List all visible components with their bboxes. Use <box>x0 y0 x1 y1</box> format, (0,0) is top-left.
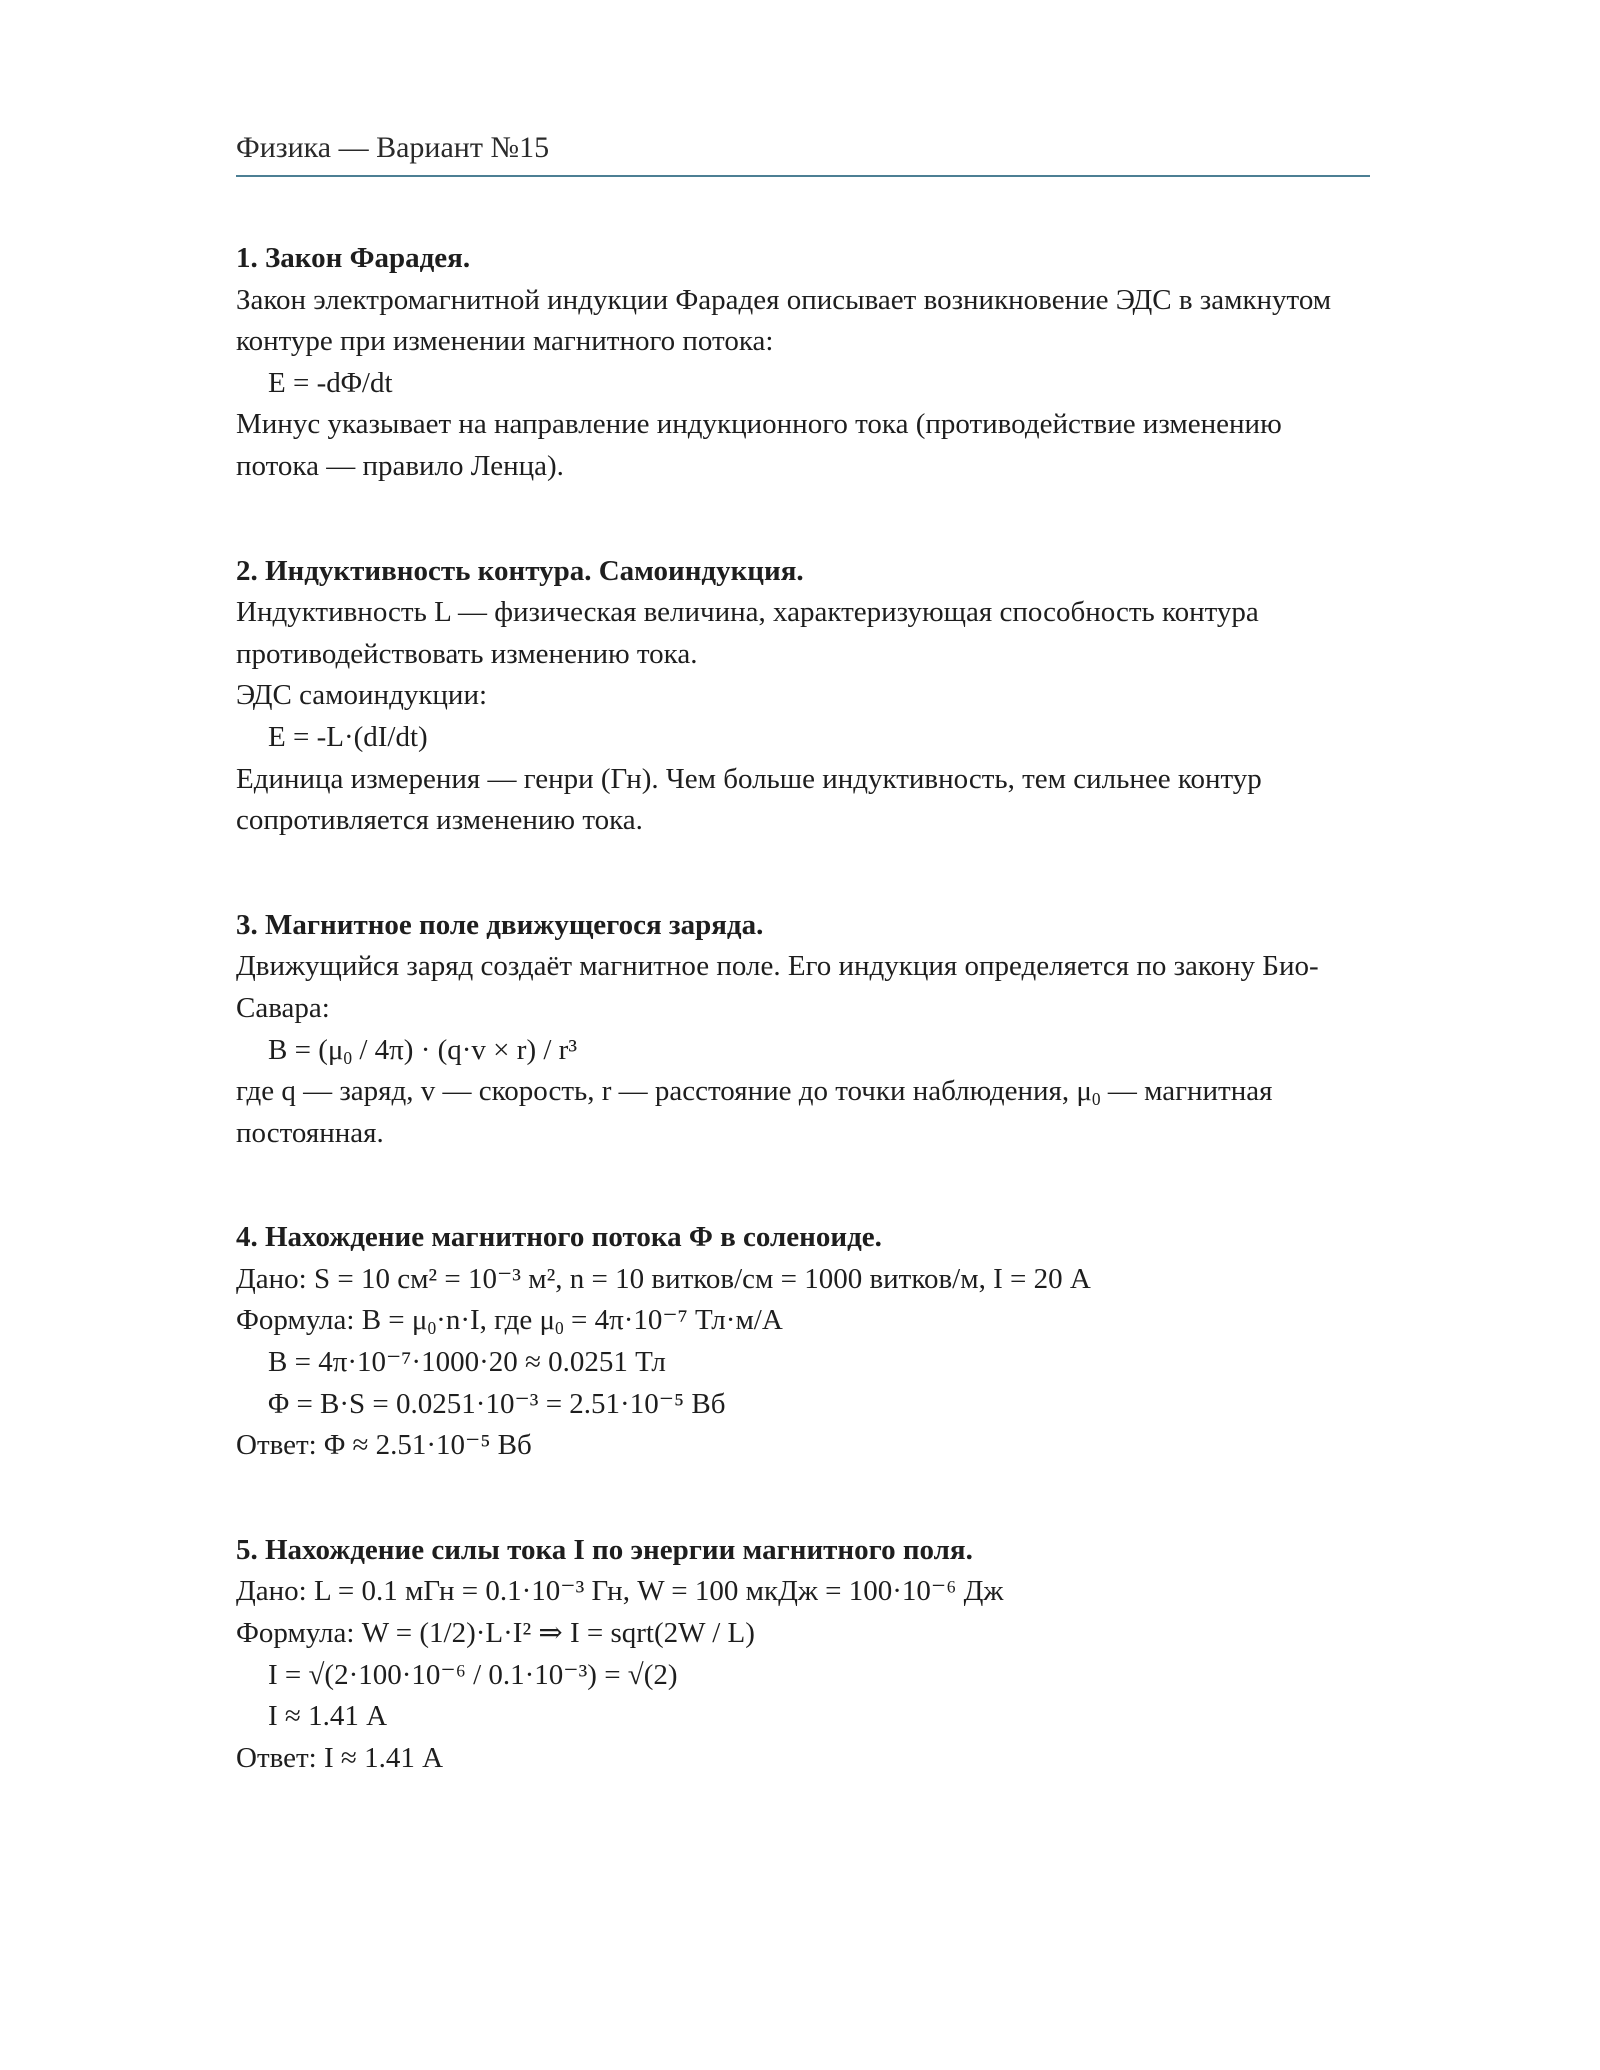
formula <box>236 1030 1370 1072</box>
formula-part: / 4π) · (q·v × r) / r³ <box>352 1033 578 1066</box>
paragraph: Движущийся заряд создаёт магнитное поле. Его индукция определяется по закону Био-Савара: <box>236 950 1319 1024</box>
given-line: Дано: S = 10 см² = 10⁻³ м², n = 10 витков/см = 1000 витков/м, I = 20 А <box>236 1262 1091 1295</box>
header-divider <box>236 175 1370 177</box>
paragraph: Закон электромагнитной индукции Фарадея описывает возникновение ЭДС в замкнутом контуре при изменении магнитного потока: <box>236 283 1332 358</box>
section-title: 1. Закон Фарадея. <box>236 242 471 274</box>
subscript: 0 <box>555 1318 564 1339</box>
formula: E = -dΦ/dt <box>268 366 393 399</box>
text-part: — магнитная постоянная. <box>236 1075 1273 1149</box>
calculation: I = √(2·100·10⁻⁶ / 0.1·10⁻³) = √(2) <box>268 1658 678 1691</box>
subscript: 0 <box>343 1047 353 1068</box>
answer-line: Ответ: I ≈ 1.41 А <box>236 1741 444 1774</box>
calculation: I ≈ 1.41 А <box>268 1700 388 1733</box>
paragraph: Единица измерения — генри (Гн). Чем больше индуктивность, тем сильнее контур сопротивляется изменению тока. <box>236 762 1262 837</box>
formula-part: = 4π·10⁻⁷ Тл·м/А <box>563 1304 783 1337</box>
calculation: Φ = B·S = 0.0251·10⁻³ = 2.51·10⁻⁵ Вб <box>268 1387 726 1420</box>
section-inductance <box>236 551 1370 842</box>
calculation: B = 4π·10⁻⁷·1000·20 ≈ 0.0251 Тл <box>268 1346 666 1379</box>
subscript: 0 <box>1091 1089 1101 1110</box>
formula-part: Формула: B = μ <box>236 1304 428 1337</box>
section-moving-charge-field <box>236 905 1370 1155</box>
section-solenoid-flux <box>236 1217 1370 1467</box>
text-part: где q — заряд, v — скорость, r — расстояние до точки наблюдения, μ <box>236 1075 1092 1108</box>
section-faraday-law <box>236 238 1370 488</box>
formula-part: B = (μ <box>268 1033 344 1066</box>
paragraph: Минус указывает на направление индукционного тока (противодействие изменению потока — правило Ленца). <box>236 408 1282 482</box>
paragraph: Индуктивность L — физическая величина, характеризующая способность контура противодействовать изменению тока. <box>236 596 1259 670</box>
answer-line: Ответ: Φ ≈ 2.51·10⁻⁵ Вб <box>236 1429 532 1462</box>
subscript: 0 <box>427 1318 437 1339</box>
section-current-from-energy <box>236 1530 1370 1780</box>
document-body <box>236 238 1370 1842</box>
section-title: 3. Магнитное поле движущегося заряда. <box>236 908 764 941</box>
page-header-title: Физика — Вариант №15 <box>236 131 550 164</box>
paragraph <box>236 1071 1370 1154</box>
paragraph: ЭДС самоиндукции: <box>236 679 488 712</box>
section-title: 5. Нахождение силы тока I по энергии магнитного поля. <box>236 1533 973 1566</box>
formula-line: Формула: W = (1/2)·L·I² ⇒ I = sqrt(2W / L) <box>236 1617 755 1650</box>
formula: E = -L·(dI/dt) <box>268 720 428 753</box>
formula-line <box>236 1300 1370 1342</box>
given-line: Дано: L = 0.1 мГн = 0.1·10⁻³ Гн, W = 100 мкДж = 100·10⁻⁶ Дж <box>236 1575 1004 1608</box>
section-title: 2. Индуктивность контура. Самоиндукция. <box>236 554 804 587</box>
formula-part: ·n·I, где μ <box>436 1304 556 1337</box>
section-title: 4. Нахождение магнитного потока Φ в соленоиде. <box>236 1221 882 1254</box>
